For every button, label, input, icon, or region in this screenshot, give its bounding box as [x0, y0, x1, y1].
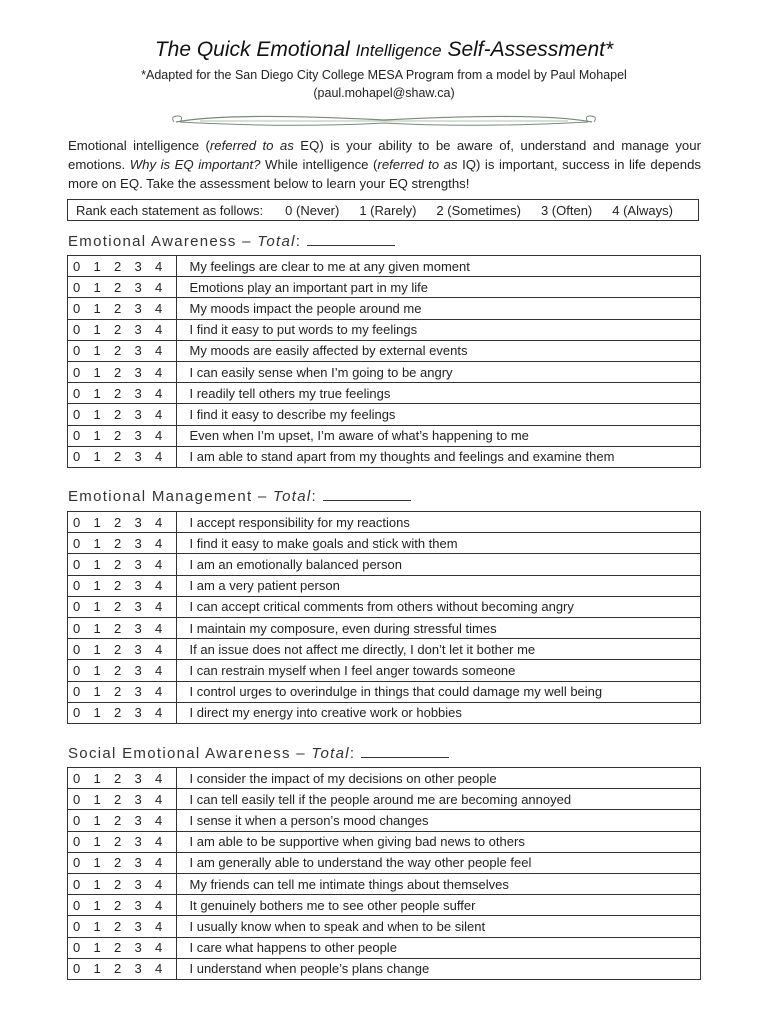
rating-option[interactable]: 4	[155, 322, 163, 338]
rating-scale	[68, 660, 177, 681]
section-title: Emotional Awareness	[68, 233, 237, 250]
rating-scale	[68, 425, 177, 446]
rating-scale	[68, 789, 177, 810]
rating-option[interactable]: 3	[134, 961, 142, 977]
rank-option: 4 (Always)	[612, 203, 673, 218]
question-row	[68, 852, 701, 873]
rating-option[interactable]: 2	[114, 279, 122, 295]
rating-option[interactable]: 0	[73, 684, 81, 700]
section-title: Emotional Management	[68, 488, 253, 505]
rating-option[interactable]: 1	[93, 897, 101, 913]
rating-option[interactable]: 2	[114, 322, 122, 338]
section-heading-social: Social Emotional Awareness – Total:	[68, 743, 449, 762]
rating-option[interactable]: 1	[93, 385, 101, 401]
rating-option[interactable]: 4	[155, 918, 163, 934]
social-table	[67, 767, 701, 980]
rating-option[interactable]: 0	[73, 940, 81, 956]
rating-scale	[68, 937, 177, 958]
question-text: I can tell easily tell if the people around me are becoming annoyed	[176, 789, 701, 810]
rating-option[interactable]: 3	[134, 514, 142, 530]
rating-option[interactable]: 1	[93, 876, 101, 892]
rating-option[interactable]: 0	[73, 364, 81, 380]
rating-option[interactable]: 4	[155, 855, 163, 871]
question-text: I consider the impact of my decisions on other people	[176, 768, 701, 789]
rating-scale	[68, 810, 177, 831]
question-row	[68, 617, 701, 638]
rating-option[interactable]: 2	[114, 449, 122, 465]
rank-option: 2 (Sometimes)	[436, 203, 521, 218]
rating-scale	[68, 958, 177, 979]
rating-option[interactable]: 1	[93, 684, 101, 700]
rating-option[interactable]: 4	[155, 705, 163, 721]
total-label: Total	[273, 488, 312, 505]
rating-scale	[68, 404, 177, 425]
rating-scale	[68, 831, 177, 852]
rating-option[interactable]: 1	[93, 258, 101, 274]
question-text: I am a very patient person	[176, 575, 701, 596]
rating-option[interactable]: 1	[93, 705, 101, 721]
question-text: I care what happens to other people	[176, 937, 701, 958]
question-text: I am an emotionally balanced person	[176, 554, 701, 575]
rating-option[interactable]: 2	[114, 364, 122, 380]
rating-scale	[68, 277, 177, 298]
rating-option[interactable]: 4	[155, 684, 163, 700]
question-row	[68, 789, 701, 810]
rating-option[interactable]: 2	[114, 641, 122, 657]
rating-option[interactable]: 4	[155, 876, 163, 892]
intro-text: referred to as	[377, 157, 458, 172]
question-row	[68, 383, 701, 404]
rating-option[interactable]: 0	[73, 918, 81, 934]
rating-option[interactable]: 3	[134, 876, 142, 892]
question-text: I am generally able to understand the way other people feel	[176, 852, 701, 873]
rating-option[interactable]: 2	[114, 770, 122, 786]
rating-option[interactable]: 0	[73, 812, 81, 828]
rating-option[interactable]: 2	[114, 662, 122, 678]
rating-option[interactable]: 1	[93, 449, 101, 465]
subtitle-block	[0, 66, 768, 102]
rating-option[interactable]: 4	[155, 535, 163, 551]
question-row	[68, 681, 701, 702]
title-part-1: The Quick Emotional	[154, 38, 350, 61]
rating-option[interactable]: 3	[134, 897, 142, 913]
rating-option[interactable]: 1	[93, 770, 101, 786]
rating-option[interactable]: 0	[73, 897, 81, 913]
rating-option[interactable]: 0	[73, 556, 81, 572]
rating-option[interactable]: 1	[93, 343, 101, 359]
rating-scale	[68, 681, 177, 702]
rating-option[interactable]: 3	[134, 556, 142, 572]
rating-option[interactable]: 1	[93, 599, 101, 615]
title-part-2: Intelligence	[355, 41, 442, 60]
section-heading-management: Emotional Management – Total:	[68, 486, 411, 505]
rating-option[interactable]: 1	[93, 300, 101, 316]
rating-option[interactable]: 3	[134, 599, 142, 615]
rating-option[interactable]: 1	[93, 364, 101, 380]
rating-option[interactable]: 4	[155, 514, 163, 530]
question-row	[68, 768, 701, 789]
awareness-table	[67, 255, 701, 468]
rank-option: 3 (Often)	[540, 203, 593, 218]
rating-option[interactable]: 4	[155, 662, 163, 678]
rating-option[interactable]: 0	[73, 961, 81, 977]
rating-option[interactable]: 2	[114, 897, 122, 913]
rating-option[interactable]: 1	[93, 322, 101, 338]
question-row	[68, 810, 701, 831]
rating-option[interactable]: 1	[93, 940, 101, 956]
rating-option[interactable]: 2	[114, 406, 122, 422]
question-row	[68, 533, 701, 554]
rating-option[interactable]: 0	[73, 791, 81, 807]
rating-option[interactable]: 4	[155, 961, 163, 977]
question-row	[68, 554, 701, 575]
rating-option[interactable]: 3	[134, 940, 142, 956]
rating-option[interactable]: 3	[134, 705, 142, 721]
rating-option[interactable]: 2	[114, 918, 122, 934]
rating-option[interactable]: 0	[73, 855, 81, 871]
question-text: It genuinely bothers me to see other people suffer	[176, 895, 701, 916]
rating-option[interactable]: 4	[155, 641, 163, 657]
rating-option[interactable]: 3	[134, 812, 142, 828]
rating-option[interactable]: 0	[73, 834, 81, 850]
question-text: I accept responsibility for my reactions	[176, 512, 701, 533]
rating-option[interactable]: 4	[155, 364, 163, 380]
rating-option[interactable]: 0	[73, 428, 81, 444]
question-row	[68, 873, 701, 894]
rating-option[interactable]: 2	[114, 940, 122, 956]
rating-option[interactable]: 2	[114, 428, 122, 444]
question-text: I am able to be supportive when giving bad news to others	[176, 831, 701, 852]
rating-option[interactable]: 2	[114, 876, 122, 892]
rating-scale	[68, 852, 177, 873]
rating-option[interactable]: 3	[134, 385, 142, 401]
question-text: My moods are easily affected by external events	[176, 340, 701, 361]
question-text: I can accept critical comments from others without becoming angry	[176, 596, 701, 617]
rating-option[interactable]: 2	[114, 599, 122, 615]
rating-option[interactable]: 3	[134, 620, 142, 636]
rating-option[interactable]: 4	[155, 428, 163, 444]
total-blank[interactable]	[361, 743, 449, 758]
question-row	[68, 512, 701, 533]
rating-option[interactable]: 0	[73, 300, 81, 316]
rating-option[interactable]: 1	[93, 961, 101, 977]
rating-option[interactable]: 0	[73, 514, 81, 530]
rank-option: 0 (Never)	[285, 203, 340, 218]
rating-option[interactable]: 1	[93, 406, 101, 422]
rating-option[interactable]: 1	[93, 514, 101, 530]
total-blank[interactable]	[307, 231, 395, 246]
email-line: (paul.mohapel@shaw.ca)	[313, 86, 455, 100]
question-text: Even when I’m upset, I’m aware of what’s happening to me	[176, 425, 701, 446]
rank-option: 1 (Rarely)	[359, 203, 417, 218]
rating-option[interactable]: 3	[134, 791, 142, 807]
rating-option[interactable]: 1	[93, 428, 101, 444]
intro-paragraph	[68, 136, 701, 193]
question-row	[68, 404, 701, 425]
rating-option[interactable]: 4	[155, 791, 163, 807]
question-text: I can easily sense when I’m going to be angry	[176, 361, 701, 382]
question-text: I find it easy to make goals and stick with them	[176, 533, 701, 554]
rating-option[interactable]: 0	[73, 279, 81, 295]
rating-option[interactable]: 0	[73, 385, 81, 401]
rating-option[interactable]: 1	[93, 535, 101, 551]
rating-option[interactable]: 0	[73, 770, 81, 786]
rating-option[interactable]: 2	[114, 705, 122, 721]
rating-option[interactable]: 3	[134, 300, 142, 316]
intro-text: IQ) is important, success in life depends more on EQ. Take the assessment below to learn your EQ strengths!	[68, 157, 702, 191]
rating-scale	[68, 702, 177, 723]
rating-option[interactable]: 2	[114, 620, 122, 636]
rating-option[interactable]: 4	[155, 834, 163, 850]
total-label: Total	[311, 745, 350, 762]
question-row	[68, 319, 701, 340]
rating-option[interactable]: 0	[73, 535, 81, 551]
rating-scale	[68, 895, 177, 916]
rating-option[interactable]: 2	[114, 535, 122, 551]
rating-option[interactable]: 2	[114, 961, 122, 977]
rating-option[interactable]: 4	[155, 897, 163, 913]
rating-scale	[68, 916, 177, 937]
rating-option[interactable]: 1	[93, 279, 101, 295]
rating-option[interactable]: 1	[93, 641, 101, 657]
rating-option[interactable]: 2	[114, 855, 122, 871]
rank-legend	[67, 199, 699, 221]
question-text: My moods impact the people around me	[176, 298, 701, 319]
rating-option[interactable]: 3	[134, 428, 142, 444]
rating-option[interactable]: 3	[134, 684, 142, 700]
adapted-line: *Adapted for the San Diego City College MESA Program from a model by Paul Mohapel	[141, 68, 627, 82]
rating-scale	[68, 298, 177, 319]
rating-option[interactable]: 4	[155, 940, 163, 956]
rating-option[interactable]: 3	[134, 322, 142, 338]
rating-scale	[68, 596, 177, 617]
question-row	[68, 702, 701, 723]
question-row	[68, 660, 701, 681]
question-text: I understand when people’s plans change	[176, 958, 701, 979]
total-blank[interactable]	[323, 486, 411, 501]
rating-scale	[68, 554, 177, 575]
rating-option[interactable]: 1	[93, 578, 101, 594]
rating-option[interactable]: 0	[73, 578, 81, 594]
rating-scale	[68, 446, 177, 467]
question-text: I find it easy to describe my feelings	[176, 404, 701, 425]
rating-scale	[68, 256, 177, 277]
rating-option[interactable]: 4	[155, 556, 163, 572]
rating-option[interactable]: 2	[114, 556, 122, 572]
rating-scale	[68, 575, 177, 596]
question-text: I maintain my composure, even during stressful times	[176, 617, 701, 638]
rating-option[interactable]: 0	[73, 876, 81, 892]
rating-option[interactable]: 2	[114, 385, 122, 401]
question-row	[68, 958, 701, 979]
rating-option[interactable]: 0	[73, 705, 81, 721]
rating-option[interactable]: 1	[93, 791, 101, 807]
rating-scale	[68, 639, 177, 660]
rating-option[interactable]: 3	[134, 406, 142, 422]
question-text: I readily tell others my true feelings	[176, 383, 701, 404]
rating-option[interactable]: 3	[134, 918, 142, 934]
rank-label: Rank each statement as follows:	[76, 203, 264, 218]
rating-option[interactable]: 4	[155, 770, 163, 786]
question-text: If an issue does not affect me directly, I don’t let it bother me	[176, 639, 701, 660]
rating-option[interactable]: 3	[134, 855, 142, 871]
rating-option[interactable]: 2	[114, 514, 122, 530]
rating-option[interactable]: 3	[134, 343, 142, 359]
title-part-3: Self-Assessment*	[447, 38, 614, 61]
management-table	[67, 511, 701, 724]
rating-option[interactable]: 3	[134, 641, 142, 657]
rating-option[interactable]: 4	[155, 279, 163, 295]
rating-option[interactable]: 4	[155, 812, 163, 828]
rating-option[interactable]: 4	[155, 385, 163, 401]
rating-option[interactable]: 3	[134, 364, 142, 380]
rating-scale	[68, 383, 177, 404]
rating-option[interactable]: 2	[114, 684, 122, 700]
rating-option[interactable]: 0	[73, 406, 81, 422]
intro-text: referred to as	[209, 138, 294, 153]
rating-option[interactable]: 1	[93, 620, 101, 636]
rating-option[interactable]: 3	[134, 449, 142, 465]
rating-option[interactable]: 4	[155, 578, 163, 594]
rating-option[interactable]: 2	[114, 791, 122, 807]
rating-option[interactable]: 0	[73, 599, 81, 615]
question-row	[68, 937, 701, 958]
rating-option[interactable]: 1	[93, 662, 101, 678]
rating-option[interactable]: 3	[134, 834, 142, 850]
question-text: I can restrain myself when I feel anger towards someone	[176, 660, 701, 681]
rating-option[interactable]: 2	[114, 300, 122, 316]
rating-option[interactable]: 3	[134, 535, 142, 551]
rating-option[interactable]: 1	[93, 556, 101, 572]
rating-option[interactable]: 3	[134, 770, 142, 786]
rating-scale	[68, 533, 177, 554]
rating-option[interactable]: 3	[134, 258, 142, 274]
rating-option[interactable]: 0	[73, 343, 81, 359]
rating-option[interactable]: 0	[73, 449, 81, 465]
question-text: I find it easy to put words to my feelings	[176, 319, 701, 340]
rating-option[interactable]: 4	[155, 406, 163, 422]
rating-option[interactable]: 2	[114, 258, 122, 274]
question-text: My feelings are clear to me at any given moment	[176, 256, 701, 277]
question-text: I direct my energy into creative work or hobbies	[176, 702, 701, 723]
rating-option[interactable]: 1	[93, 855, 101, 871]
question-row	[68, 895, 701, 916]
question-text: Emotions play an important part in my life	[176, 277, 701, 298]
rating-option[interactable]: 2	[114, 343, 122, 359]
rating-option[interactable]: 0	[73, 258, 81, 274]
rating-option[interactable]: 4	[155, 599, 163, 615]
question-row	[68, 596, 701, 617]
rating-scale	[68, 319, 177, 340]
rating-option[interactable]: 4	[155, 449, 163, 465]
rating-option[interactable]: 4	[155, 300, 163, 316]
rating-option[interactable]: 4	[155, 343, 163, 359]
question-row	[68, 575, 701, 596]
question-text: I sense it when a person’s mood changes	[176, 810, 701, 831]
rating-option[interactable]: 3	[134, 662, 142, 678]
rating-option[interactable]: 1	[93, 834, 101, 850]
rating-scale	[68, 340, 177, 361]
rating-option[interactable]: 0	[73, 322, 81, 338]
question-row	[68, 361, 701, 382]
question-row	[68, 425, 701, 446]
rating-scale	[68, 768, 177, 789]
document-title	[0, 38, 768, 62]
ornament-divider	[170, 110, 598, 132]
rating-option[interactable]: 0	[73, 641, 81, 657]
question-row	[68, 277, 701, 298]
intro-text: EQ) is your ability to be aware of, understand and manage your emotions.	[68, 138, 701, 172]
rating-option[interactable]: 1	[93, 812, 101, 828]
rating-option[interactable]: 4	[155, 258, 163, 274]
rating-scale	[68, 512, 177, 533]
question-text: I am able to stand apart from my thoughts and feelings and examine them	[176, 446, 701, 467]
question-row	[68, 298, 701, 319]
section-heading-awareness: Emotional Awareness – Total:	[68, 231, 395, 250]
question-text: I usually know when to speak and when to be silent	[176, 916, 701, 937]
rating-option[interactable]: 2	[114, 834, 122, 850]
rating-option[interactable]: 1	[93, 918, 101, 934]
section-title: Social Emotional Awareness	[68, 745, 291, 762]
rating-option[interactable]: 4	[155, 620, 163, 636]
intro-text: Emotional intelligence (	[68, 138, 210, 153]
question-row	[68, 256, 701, 277]
question-row	[68, 446, 701, 467]
rating-scale	[68, 617, 177, 638]
total-label: Total	[257, 233, 296, 250]
question-row	[68, 340, 701, 361]
question-row	[68, 916, 701, 937]
question-text: I control urges to overindulge in things that could damage my well being	[176, 681, 701, 702]
rating-option[interactable]: 0	[73, 620, 81, 636]
rating-scale	[68, 361, 177, 382]
rating-option[interactable]: 2	[114, 578, 122, 594]
rating-scale	[68, 873, 177, 894]
rating-option[interactable]: 3	[134, 578, 142, 594]
question-row	[68, 831, 701, 852]
intro-text: Why is EQ important?	[129, 157, 261, 172]
rating-option[interactable]: 3	[134, 279, 142, 295]
rating-option[interactable]: 2	[114, 812, 122, 828]
question-text: My friends can tell me intimate things about themselves	[176, 873, 701, 894]
intro-text: While intelligence (	[260, 157, 378, 172]
rating-option[interactable]: 0	[73, 662, 81, 678]
question-row	[68, 639, 701, 660]
